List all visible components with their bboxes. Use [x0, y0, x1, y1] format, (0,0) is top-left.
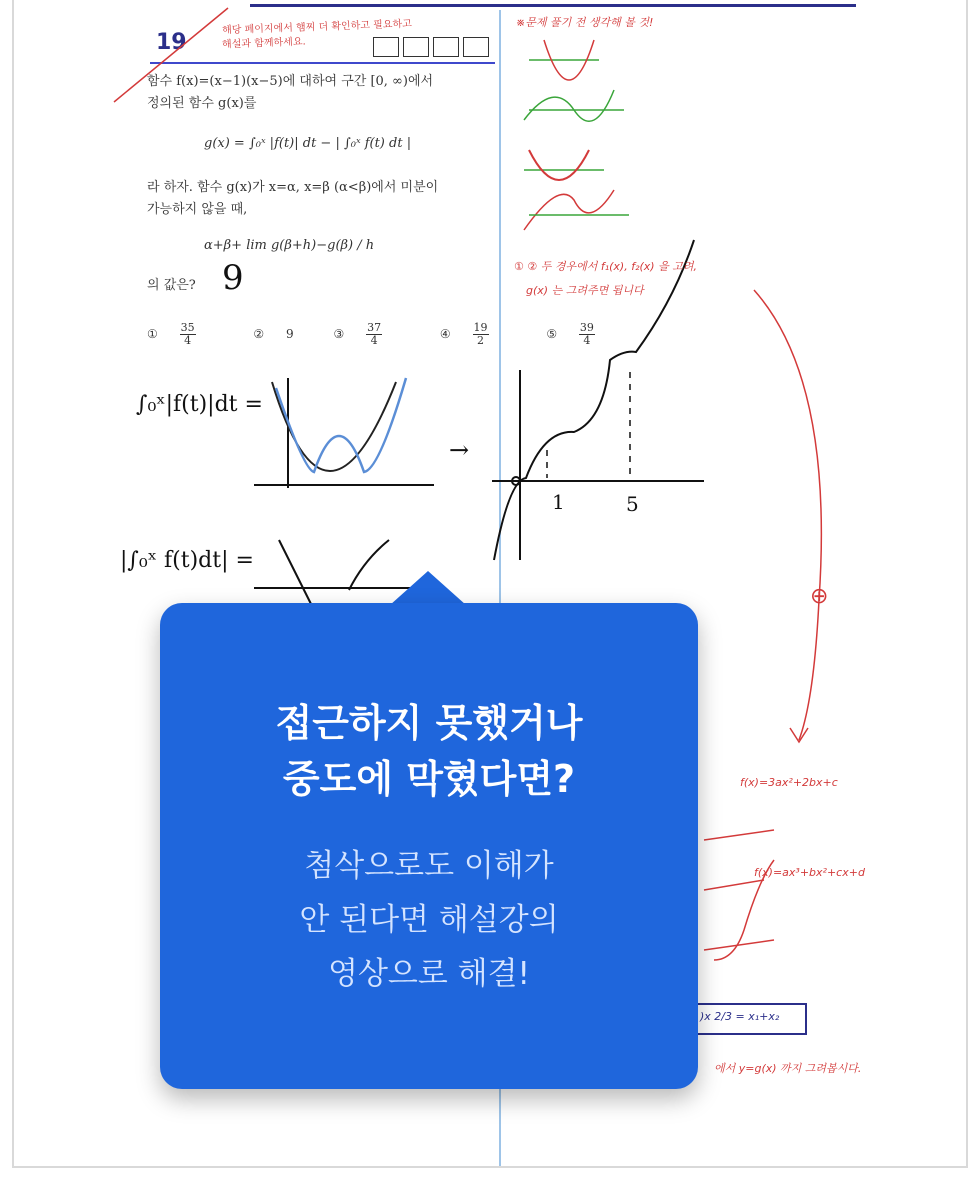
formula-derivative: f(x)=3ax²+2bx+c	[740, 776, 838, 789]
tick-label-1: 1	[552, 490, 565, 514]
problem-line-4: 가능하지 않을 때,	[147, 202, 248, 217]
popup-subtitle	[160, 839, 698, 1001]
formula-cubic: f(x)=ax³+bx²+cx+d	[754, 866, 865, 879]
formula-boxed: )x 2/3 = x₁+x₂	[700, 1010, 780, 1023]
plus-sign-icon: ⊕	[810, 584, 829, 609]
problem-line-1: 함수 f(x)=(x−1)(x−5)에 대하여 구간 [0, ∞)에서	[147, 74, 434, 89]
abs-integral-label: ∫₀ˣ|f(t)|dt =	[136, 392, 263, 417]
choice-1[interactable]: ① $\frac{35}{4}$	[147, 321, 195, 347]
definition-formula: g(x) = ∫₀ˣ |f(t)| dt − | ∫₀ˣ f(t) dt |	[204, 136, 412, 151]
right-top-note: ※문제 풀기 전 생각해 볼 것!	[516, 16, 654, 29]
integral-abs-label: |∫₀ˣ f(t)dt| =	[120, 548, 254, 573]
popup-sub-line1: 첨삭으로도 이해가	[304, 848, 554, 884]
popup-sub-line2: 안 된다면 해설강의	[299, 902, 559, 938]
choice-5[interactable]: ⑤ $\frac{39}{4}$	[546, 321, 594, 347]
header-note-line2: 해설과 함께하세요.	[221, 36, 306, 51]
problem-line-3: 라 하자. 함수 g(x)가 x=α, x=β (α<β)에서 미분이	[147, 180, 439, 195]
right-bottom-note: 에서 y=g(x) 까지 그려봅시다.	[714, 1062, 862, 1075]
problem-question: 의 값은?	[147, 278, 196, 293]
choice-3[interactable]: ③ $\frac{37}{4}$	[333, 321, 382, 347]
popup-tail	[390, 571, 466, 605]
limit-expression: α+β+ lim g(β+h)−g(β) / h	[204, 238, 375, 253]
popup-title-line1: 접근하지 못했거나	[275, 701, 583, 745]
choice-4[interactable]: ④ $\frac{19}{2}$	[439, 321, 488, 347]
popup-title-line2: 중도에 막혔다면?	[282, 757, 576, 801]
hint-popup[interactable]	[160, 603, 698, 1089]
problem-number: 19	[156, 30, 187, 55]
arrow-icon: →	[449, 436, 470, 464]
choice-2[interactable]: ② 9	[253, 327, 294, 341]
right-mid-note-1: ① ② 두 경우에서 f₁(x), f₂(x) 을 고려,	[514, 260, 697, 273]
problem-line-2: 정의된 함수 g(x)를	[147, 96, 257, 111]
header-note-line1: 해당 페이지에서 햄찌 더 확인하고 필요하고	[221, 18, 412, 37]
handwritten-answer: 9	[222, 258, 244, 298]
tick-label-5: 5	[626, 492, 639, 516]
popup-sub-line3: 영상으로 해결!	[328, 956, 530, 992]
popup-title	[160, 695, 698, 807]
right-mid-note-2: g(x) 는 그려주면 됩니다	[526, 284, 644, 297]
